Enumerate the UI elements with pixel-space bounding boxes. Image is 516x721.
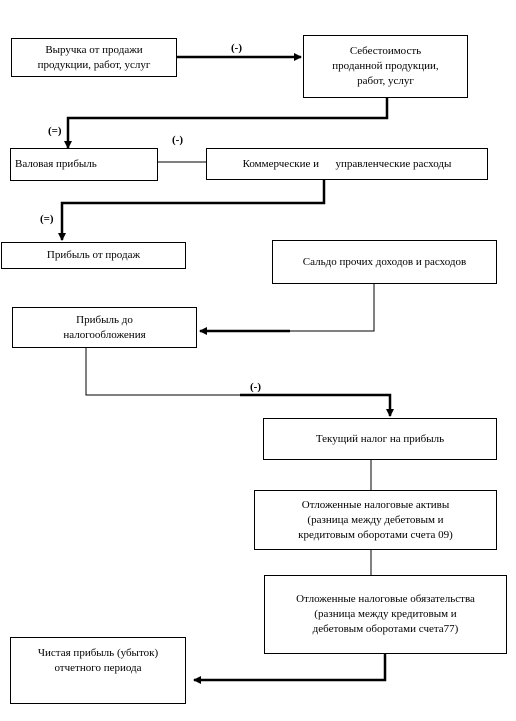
cost-label: Себестоимость проданной продукции, работ, услуг [332,45,439,87]
current-tax-box [263,418,497,460]
cost-box [303,35,468,98]
deferred-assets-box [254,490,497,550]
sales-profit-box [1,242,186,269]
revenue-label: Выручка от продажи продукции, работ, услуг [37,43,151,71]
operator-minus-expenses: (-) [172,134,183,146]
arrow-expenses-to-sales-profit [62,180,324,240]
expenses-box [206,148,488,180]
net-profit-box [10,637,186,704]
current-tax-label: Текущий налог на прибыль [315,432,445,445]
deferred-liabilities-label: Отложенные налоговые обязательства (разница между кредитовым и дебетовым оборотами счета77) [296,593,475,635]
other-balance-label: Сальдо прочих доходов и расходов [302,255,467,268]
sales-profit-label: Прибыль от продаж [46,249,141,261]
deferred-liabilities-box [264,575,507,654]
revenue-box [11,38,177,77]
operator-equals-sales-profit: (=) [40,213,54,225]
operator-minus-tax: (-) [250,381,261,393]
arrow-cost-to-gross-profit [68,98,387,148]
pretax-profit-box [12,307,197,348]
gross-profit-box [10,148,158,181]
line-other-balance-down [290,284,374,331]
net-profit-label: Чистая прибыль (убыток) отчетного периода [37,647,159,674]
arrow-to-net-profit [194,654,385,680]
expenses-label: Коммерческие и управленческие расходы [242,157,452,170]
operator-minus-revenue-cost: (-) [231,42,242,54]
gross-profit-label: Валовая прибыль [15,158,97,170]
line-pretax-down [86,348,240,395]
pretax-profit-label: Прибыль до налогообложения [63,313,146,341]
operator-equals-gross-profit: (=) [48,125,62,137]
arrow-to-current-tax [240,395,390,416]
other-balance-box [272,240,497,284]
deferred-assets-label: Отложенные налоговые активы (разница между дебетовым и кредитовым оборотами счета 09) [298,498,453,541]
